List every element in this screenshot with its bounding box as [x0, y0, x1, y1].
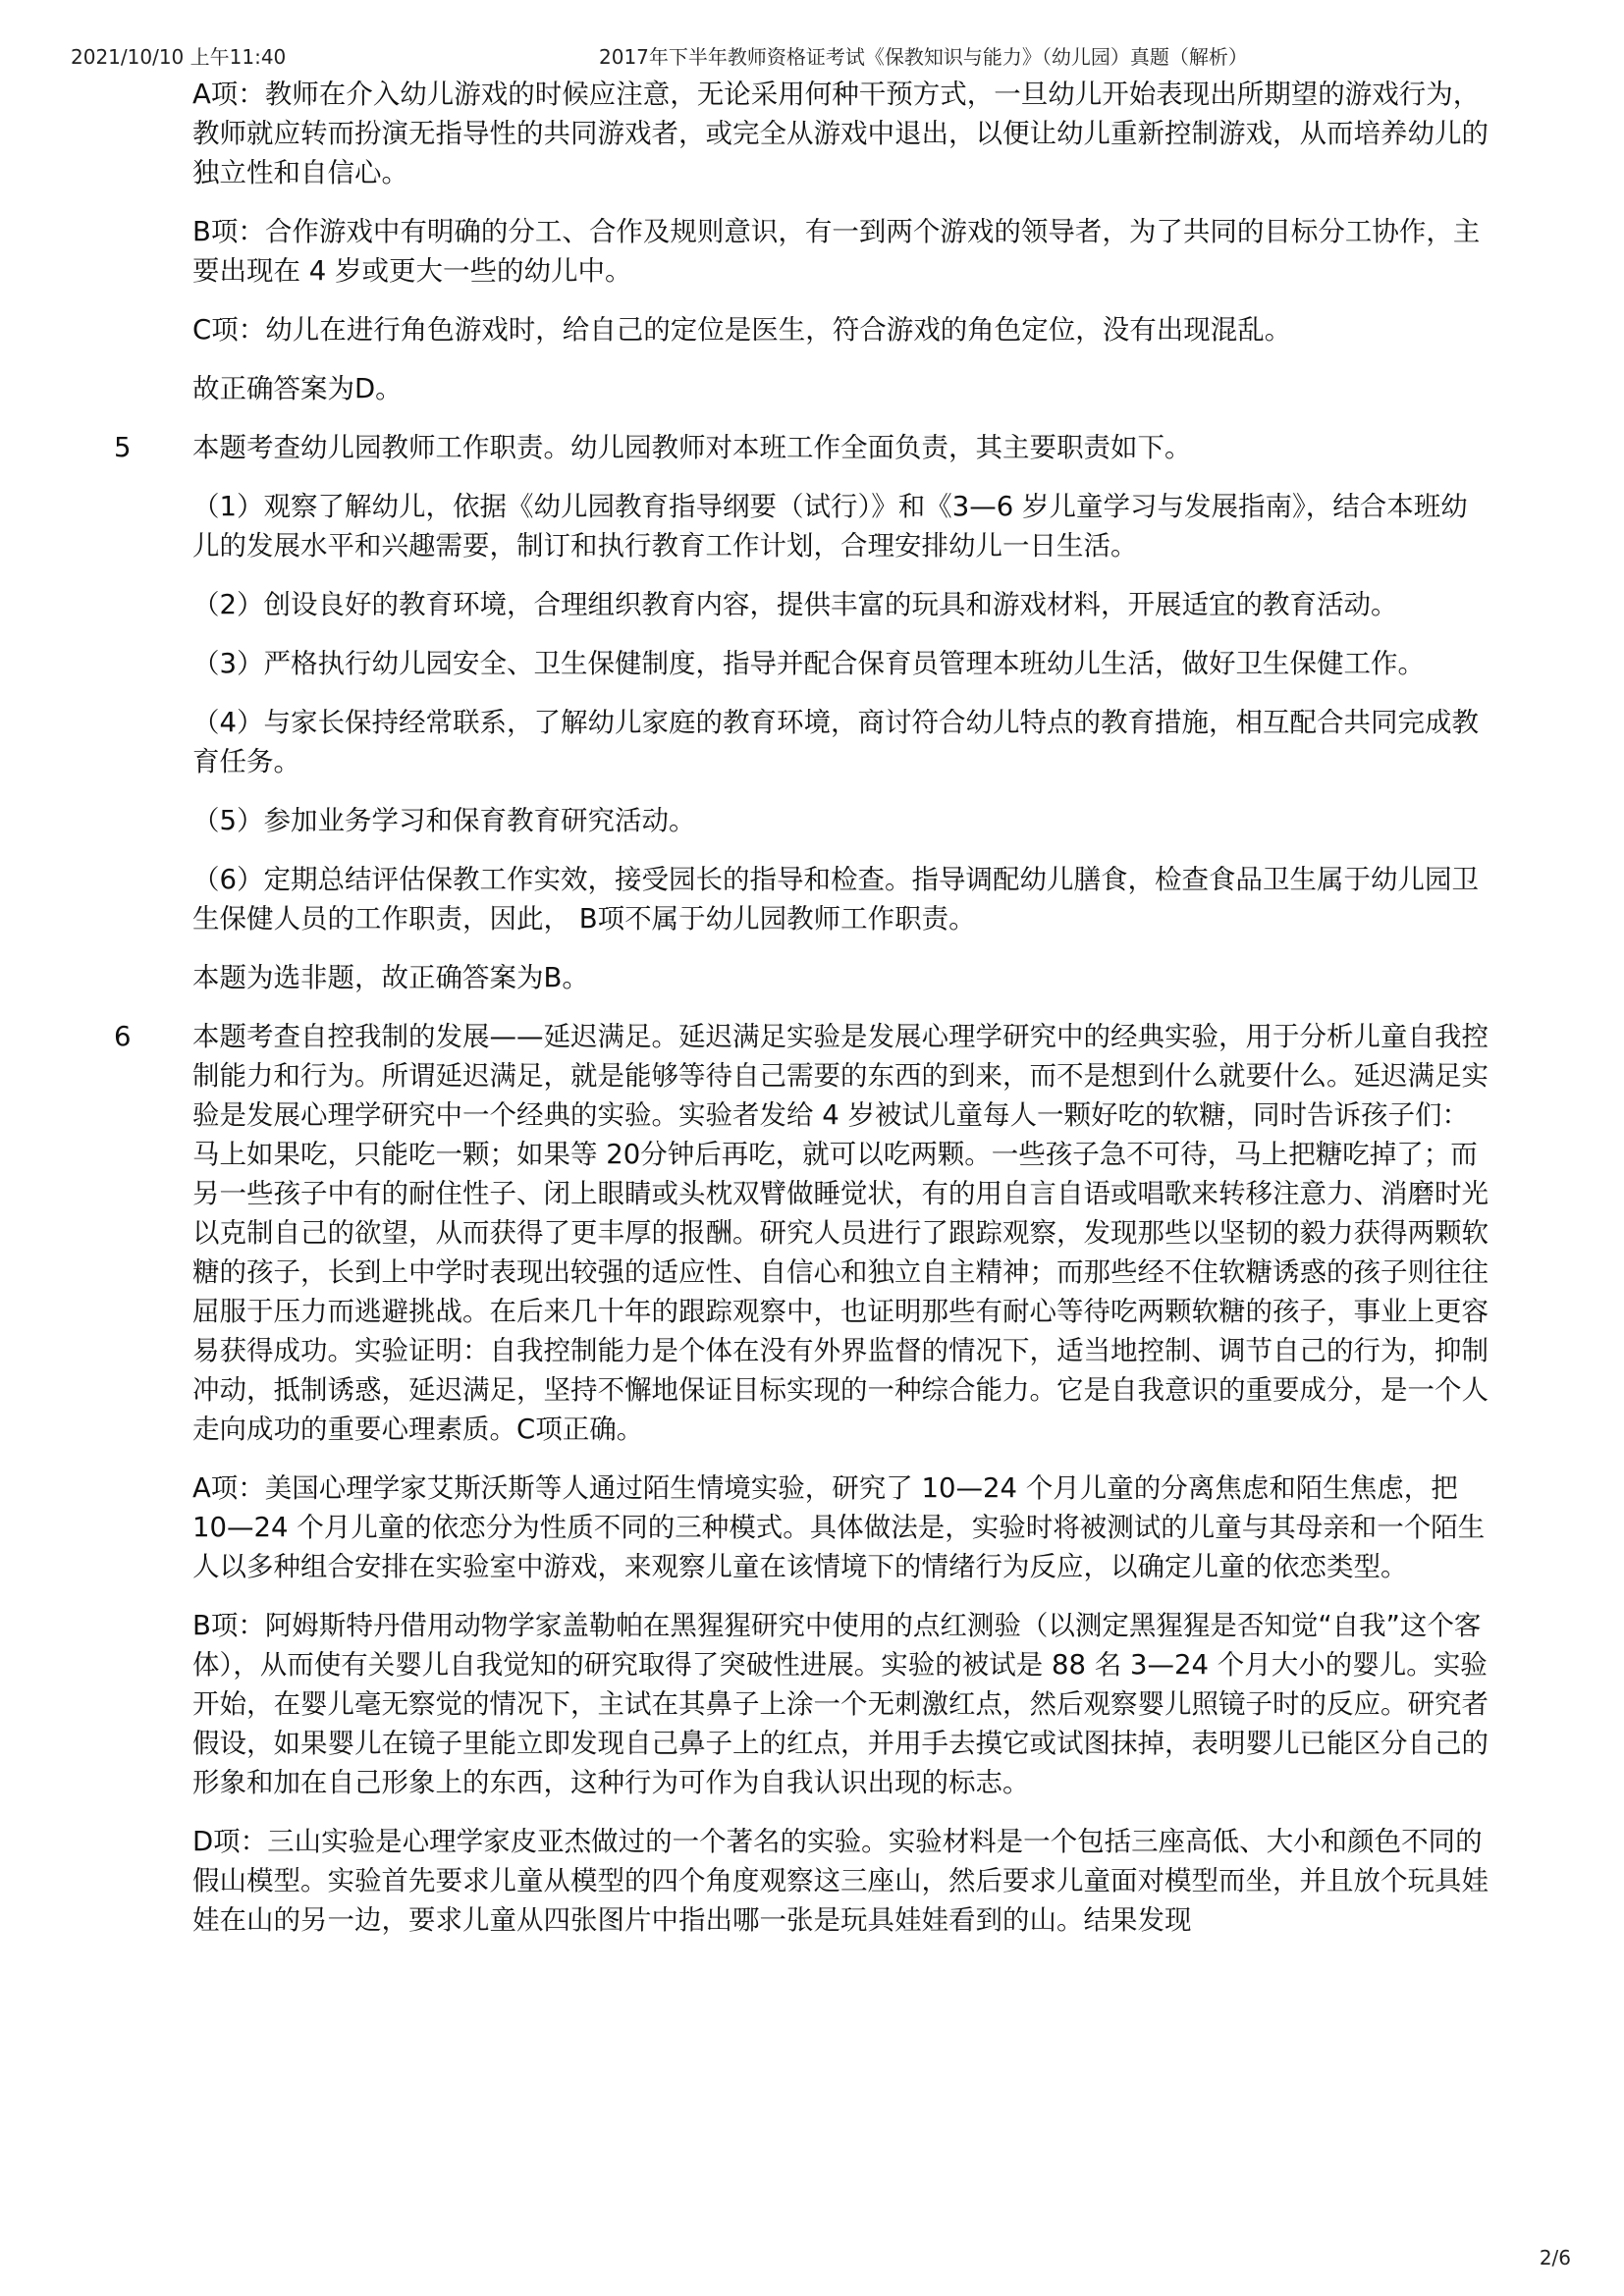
paragraph: 本题为选非题，故正确答案为B。	[192, 962, 589, 993]
paragraph: D项：三山实验是心理学家皮亚杰做过的一个著名的实验。实验材料是一个包括三座高低、大小和颜色不同的假山模型。实验首先要求儿童从模型的四个角度观察这三座山，然后要求儿童面对模型而坐，并且放个玩具娃娃在山的另一边，要求儿童从四张图片中指出哪一张是玩具娃娃看到的山。结果发现	[192, 1826, 1489, 1936]
paragraph: A项：美国心理学家艾斯沃斯等人通过陌生情境实验，研究了 10—24 个月儿童的分离焦虑和陌生焦虑，把 10—24 个月儿童的依恋分为性质不同的三种模式。具体做法是，实验时将被测试的儿童与其母亲和一个陌生人以多种组合安排在实验室中游戏，来观察儿童在该情境下的情绪行为反应，以确定儿童的依恋类型。	[192, 1472, 1486, 1582]
answer-block-continued	[192, 75, 1493, 408]
paragraph: 本题考查幼儿园教师工作职责。幼儿园教师对本班工作全面负责，其主要职责如下。	[192, 432, 1192, 463]
paragraph: B项：合作游戏中有明确的分工、合作及规则意识，有一到两个游戏的领导者，为了共同的目标分工协作，主要出现在 4 岁或更大一些的幼儿中。	[192, 216, 1481, 287]
print-datetime: 2021/10/10 上午11:40	[71, 45, 287, 69]
paragraph: B项：阿姆斯特丹借用动物学家盖勒帕在黑猩猩研究中使用的点红测验（以测定黑猩猩是否知觉“自我”这个客体），从而使有关婴儿自我觉知的研究取得了突破性进展。实验的被试是 88 名 3—24 个月大小的婴儿。实验开始，在婴儿毫无察觉的情况下，主试在其鼻子上涂一个无刺激红点，然后观察婴儿照镜子时的反应。研究者假设，如果婴儿在镜子里能立即发现自己鼻子上的红点，并用手去摸它或试图抹掉，表明婴儿已能区分自己的形象和加在自己形象上的东西，这种行为可作为自我认识出现的标志。	[192, 1610, 1489, 1798]
paragraph: （6）定期总结评估保教工作实效，接受园长的指导和检查。指导调配幼儿膳食，检查食品卫生属于幼儿园卫生保健人员的工作职责，因此， B项不属于幼儿园教师工作职责。	[192, 864, 1479, 934]
question-number: 6	[114, 1021, 132, 1052]
question-number: 5	[114, 432, 132, 463]
answer-block-5	[114, 428, 1493, 997]
page-content	[0, 75, 1624, 1959]
page-number: 2/6	[1539, 2246, 1571, 2269]
document-title: 2017年下半年教师资格证考试《保教知识与能力》（幼儿园）真题（解析）	[599, 45, 1248, 69]
paragraph: A项：教师在介入幼儿游戏的时候应注意，无论采用何种干预方式，一旦幼儿开始表现出所期望的游戏行为，教师就应转而扮演无指导性的共同游戏者，或完全从游戏中退出，以便让幼儿重新控制游戏，从而培养幼儿的独立性和自信心。	[192, 79, 1489, 188]
paragraph: （3）严格执行幼儿园安全、卫生保健制度，指导并配合保育员管理本班幼儿生活，做好卫生保健工作。	[192, 648, 1425, 679]
paragraph: C项：幼儿在进行角色游戏时，给自己的定位是医生，符合游戏的角色定位，没有出现混乱。	[192, 314, 1292, 346]
paragraph: （4）与家长保持经常联系，了解幼儿家庭的教育环境，商讨符合幼儿特点的教育措施，相互配合共同完成教育任务。	[192, 707, 1479, 777]
page-header	[0, 41, 1624, 71]
answer-block-6	[114, 1017, 1493, 1940]
paragraph: （2）创设良好的教育环境，合理组织教育内容，提供丰富的玩具和游戏材料，开展适宜的教育活动。	[192, 589, 1398, 620]
paragraph: 本题考查自控我制的发展——延迟满足。延迟满足实验是发展心理学研究中的经典实验，用于分析儿童自我控制能力和行为。所谓延迟满足，就是能够等待自己需要的东西的到来，而不是想到什么就要什么。延迟满足实验是发展心理学研究中一个经典的实验。实验者发给 4 岁被试儿童每人一颗好吃的软糖，同时告诉孩子们：马上如果吃，只能吃一颗；如果等 20分钟后再吃，就可以吃两颗。一些孩子急不可待，马上把糖吃掉了；而另一些孩子中有的耐住性子、闭上眼睛或头枕双臂做睡觉状，有的用自言自语或唱歌来转移注意力、消磨时光以克制自己的欲望，从而获得了更丰厚的报酬。研究人员进行了跟踪观察，发现那些以坚韧的毅力获得两颗软糖的孩子，长到上中学时表现出较强的适应性、自信心和独立自主精神；而那些经不住软糖诱惑的孩子则往往屈服于压力而逃避挑战。在后来几十年的跟踪观察中，也证明那些有耐心等待吃两颗软糖的孩子，事业上更容易获得成功。实验证明：自我控制能力是个体在没有外界监督的情况下，适当地控制、调节自己的行为，抑制冲动，抵制诱惑，延迟满足，坚持不懈地保证目标实现的一种综合能力。它是自我意识的重要成分，是一个人走向成功的重要心理素质。C项正确。	[192, 1021, 1489, 1445]
paragraph: 故正确答案为D。	[192, 373, 403, 404]
paragraph: （5）参加业务学习和保育教育研究活动。	[192, 805, 696, 836]
paragraph: （1）观察了解幼儿，依据《幼儿园教育指导纲要（试行）》和《3—6 岁儿童学习与发展指南》，结合本班幼儿的发展水平和兴趣需要，制订和执行教育工作计划，合理安排幼儿一日生活。	[192, 491, 1468, 561]
